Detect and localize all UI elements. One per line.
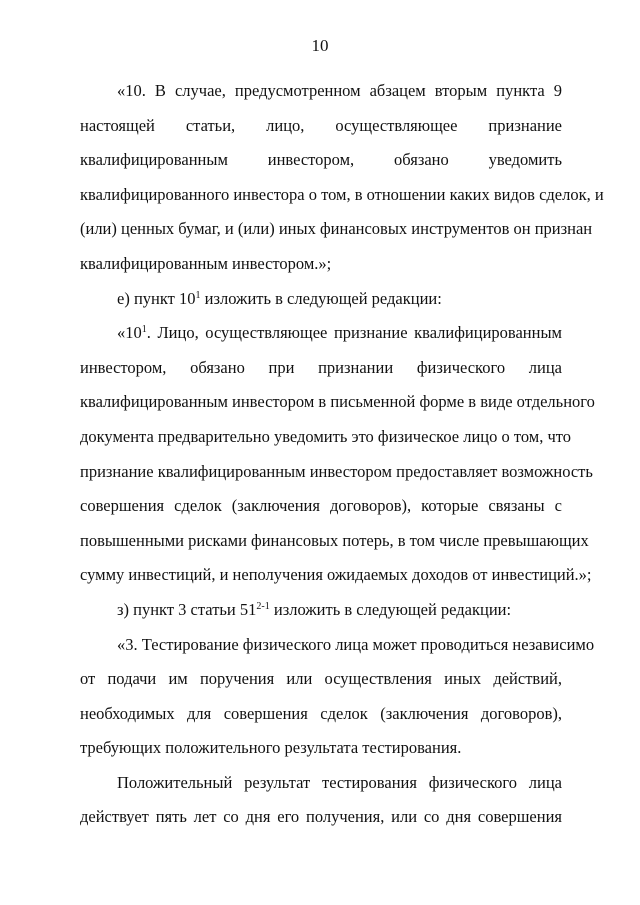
paragraph-line: инвестором, обязано при признании физического лица	[80, 357, 562, 377]
paragraph-line	[80, 282, 562, 317]
paragraph-line: повышенными рисками финансовых потерь, в том числе превышающих	[80, 530, 589, 550]
text-fragment: з) пункт 3 статьи 51	[117, 599, 257, 619]
superscript: 1	[141, 324, 147, 336]
paragraph-line: требующих положительного результата тестирования.	[80, 738, 462, 758]
paragraph-line: настоящей статьи, лицо, осуществляющее признание	[80, 115, 562, 135]
text-fragment: е) пункт 10	[117, 288, 196, 308]
text-fragment: «10	[117, 323, 142, 343]
paragraph-line: квалифицированным инвестором, обязано уведомить	[80, 150, 562, 170]
paragraph-line: «10. В случае, предусмотренном абзацем вторым пункта 9	[117, 81, 562, 100]
paragraph-line: совершения сделок (заключения договоров), которые связаны с	[80, 496, 562, 516]
paragraph-line: сумму инвестиций, и неполучения ожидаемых доходов от инвестиций.»;	[80, 565, 592, 585]
paragraph-line	[80, 593, 562, 628]
paragraph-line: от подачи им поручения или осуществления иных действий,	[80, 669, 562, 689]
superscript: 1	[195, 289, 201, 301]
text-fragment: изложить в следующей редакции:	[200, 288, 442, 308]
paragraph-line: необходимых для совершения сделок (заключения договоров),	[80, 703, 562, 723]
superscript: 2-1	[256, 600, 270, 612]
text-fragment: . Лицо, осуществляющее признание квалифицированным	[146, 323, 562, 343]
text-fragment: изложить в следующей редакции:	[269, 599, 512, 619]
page-number: 10	[311, 36, 329, 55]
paragraph-line: документа предварительно уведомить это физическое лицо о том, что	[80, 426, 572, 446]
document-body	[80, 74, 604, 835]
paragraph-line: квалифицированным инвестором в письменной форме в виде отдельного	[80, 392, 595, 412]
paragraph-line: квалифицированным инвестором.»;	[80, 253, 332, 273]
paragraph-line: признание квалифицированным инвестором предоставляет возможность	[80, 461, 593, 481]
paragraph-line: квалифицированного инвестора о том, в отношении каких видов сделок, и	[80, 184, 604, 204]
paragraph-line: Положительный результат тестирования физического лица	[117, 772, 562, 792]
paragraph-line: действует пять лет со дня его получения, или со дня совершения	[80, 807, 562, 827]
paragraph-line: «3. Тестирование физического лица может проводиться независимо	[117, 634, 595, 654]
paragraph-line	[80, 316, 562, 351]
paragraph-line: (или) ценных бумаг, и (или) иных финансовых инструментов он признан	[80, 219, 593, 239]
